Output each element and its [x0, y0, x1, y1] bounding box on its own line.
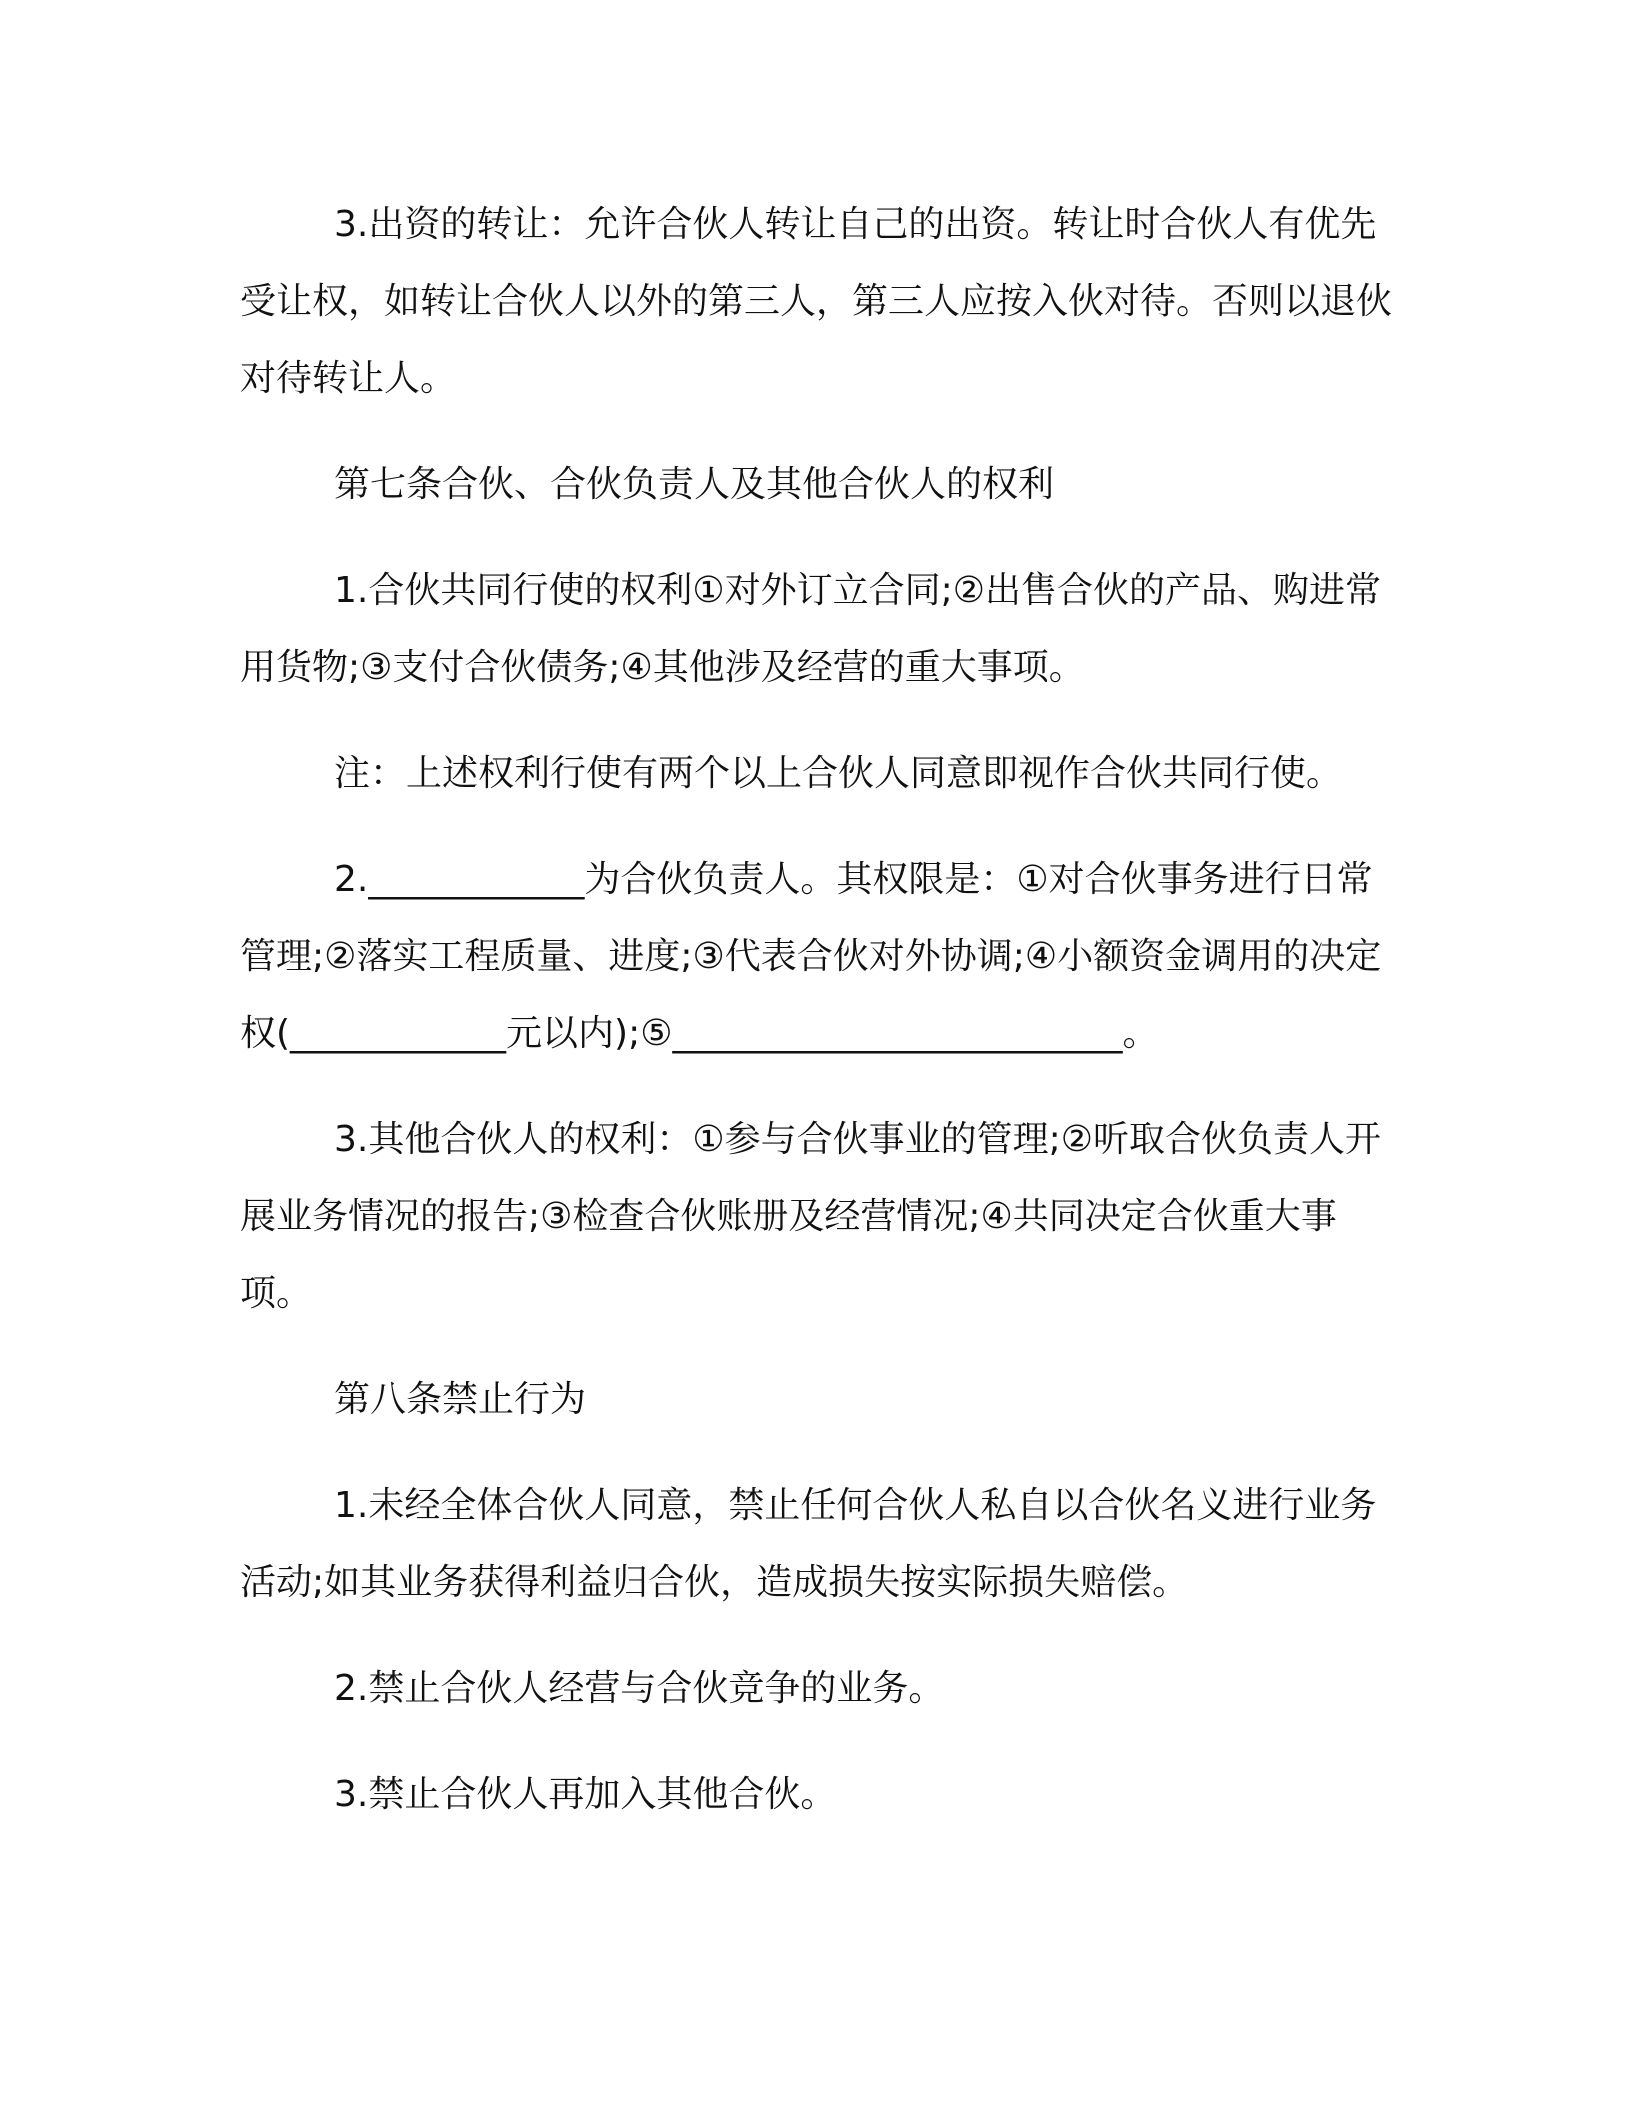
article-7-heading: 第七条合伙、合伙负责人及其他合伙人的权利: [334, 464, 1055, 505]
paragraph-prohibition-3: 3.禁止合伙人再加入其他合伙。: [334, 1774, 837, 1815]
paragraph-capital-transfer: 3.出资的转让：允许合伙人转让自己的出资。转让时合伙人有优先受让权，如转让合伙人以外的第三人，第三人应按入伙对待。否则以退伙对待转让人。: [240, 204, 1393, 399]
paragraph-prohibition-1: 1.未经全体合伙人同意，禁止任何合伙人私自以合伙名义进行业务活动;如其业务获得利益归合伙，造成损失按实际损失赔偿。: [240, 1485, 1377, 1603]
paragraph-prohibition-2: 2.禁止合伙人经营与合伙竞争的业务。: [334, 1668, 945, 1709]
paragraph-other-partner-rights: 3.其他合伙人的权利：①参与合伙事业的管理;②听取合伙负责人开展业务情况的报告;③检查合伙账册及经营情况;④共同决定合伙重大事项。: [240, 1119, 1382, 1314]
document-body: [240, 186, 1392, 1833]
paragraph-joint-rights: 1.合伙共同行使的权利①对外订立合同;②出售合伙的产品、购进常用货物;③支付合伙债务;④其他涉及经营的重大事项。: [240, 570, 1382, 688]
paragraph-note: 注：上述权利行使有两个以上合伙人同意即视作合伙共同行使。: [334, 753, 1343, 794]
article-8-heading: 第八条禁止行为: [334, 1379, 587, 1420]
paragraph-partnership-head: 2.____________为合伙负责人。其权限是：①对合伙事务进行日常管理;②落实工程质量、进度;③代表合伙对外协调;④小额资金调用的决定权(____________元以内);⑤_________________________。: [240, 859, 1382, 1054]
